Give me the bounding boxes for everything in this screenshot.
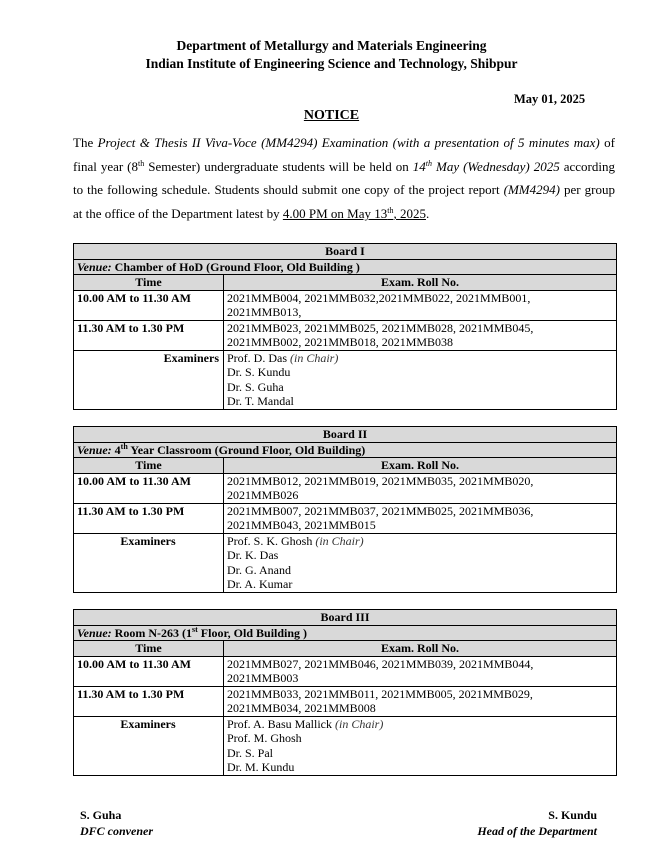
schedule-row [74, 503, 617, 533]
schedule-row [74, 686, 617, 716]
examiners-row [74, 533, 617, 592]
examiners-list: Prof. D. Das (in Chair) Dr. S. Kundu Dr. S. Guha Dr. T. Mandal [224, 350, 617, 409]
notice-paragraph: The Project & Thesis II Viva-Voce (MM4294) Examination (with a presentation of 5 minutes max) of final year (8th Semester) undergraduate students will be held on 14th May (Wednesday) 2025 according to the following schedule. Students should submit one copy of the project report (MM4294) per group at the office of the Department latest by 4.00 PM on May 13th, 2025. [73, 135, 615, 222]
board-table [73, 426, 617, 593]
signatory-title: DFC convener [80, 824, 153, 838]
board-venue: Venue: Room N-263 (1st Floor, Old Building ) [74, 625, 617, 641]
column-header-time: Time [74, 641, 224, 657]
board-venue: Venue: 4th Year Classroom (Ground Floor, Old Building) [74, 442, 617, 458]
examiners-label: Examiners [74, 350, 224, 409]
slot-rolls: 2021MMB012, 2021MMB019, 2021MMB035, 2021MMB020, 2021MMB026 [224, 473, 617, 503]
board-table [73, 609, 617, 776]
slot-rolls: 2021MMB027, 2021MMB046, 2021MMB039, 2021MMB044, 2021MMB003 [224, 656, 617, 686]
examiners-row [74, 716, 617, 775]
slot-time: 11.30 AM to 1.30 PM [74, 320, 224, 350]
examiners-list: Prof. S. K. Ghosh (in Chair) Dr. K. Das Dr. G. Anand Dr. A. Kumar [224, 533, 617, 592]
signature-right [477, 807, 597, 839]
column-header-roll: Exam. Roll No. [224, 641, 617, 657]
board-table [73, 243, 617, 410]
deadline: 4.00 PM on May 13th, 2025 [282, 206, 426, 222]
examiners-row [74, 350, 617, 409]
signatory-title: Head of the Department [477, 824, 597, 838]
signatory-name: S. Kundu [548, 808, 597, 822]
column-header-roll: Exam. Roll No. [224, 458, 617, 474]
notice-date: May 01, 2025 [514, 92, 586, 106]
board-venue: Venue: Chamber of HoD (Ground Floor, Old Building ) [74, 259, 617, 275]
column-header-roll: Exam. Roll No. [224, 275, 617, 291]
examiners-label: Examiners [74, 716, 224, 775]
column-header-time: Time [74, 458, 224, 474]
examiners-list: Prof. A. Basu Mallick (in Chair) Prof. M. Ghosh Dr. S. Pal Dr. M. Kundu [224, 716, 617, 775]
slot-rolls: 2021MMB007, 2021MMB037, 2021MMB025, 2021MMB036, 2021MMB043, 2021MMB015 [224, 503, 617, 533]
slot-time: 11.30 AM to 1.30 PM [74, 503, 224, 533]
slot-time: 10.00 AM to 11.30 AM [74, 473, 224, 503]
schedule-row [74, 473, 617, 503]
signature-left [80, 807, 153, 839]
slot-rolls: 2021MMB004, 2021MMB032,2021MMB022, 2021MMB001, 2021MMB013, [224, 290, 617, 320]
slot-rolls: 2021MMB033, 2021MMB011, 2021MMB005, 2021MMB029, 2021MMB034, 2021MMB008 [224, 686, 617, 716]
signatory-name: S. Guha [80, 808, 122, 822]
institute-name: Indian Institute of Engineering Science and Technology, Shibpur [145, 56, 518, 71]
board-title: Board I [74, 244, 617, 260]
schedule-row [74, 656, 617, 686]
examiners-label: Examiners [74, 533, 224, 592]
board-title: Board III [74, 610, 617, 626]
schedule-row [74, 320, 617, 350]
department-name: Department of Metallurgy and Materials Engineering [176, 38, 487, 53]
slot-time: 11.30 AM to 1.30 PM [74, 686, 224, 716]
slot-time: 10.00 AM to 11.30 AM [74, 656, 224, 686]
notice-title: NOTICE [303, 108, 360, 123]
slot-time: 10.00 AM to 11.30 AM [74, 290, 224, 320]
board-title: Board II [74, 427, 617, 443]
schedule-row [74, 290, 617, 320]
column-header-time: Time [74, 275, 224, 291]
slot-rolls: 2021MMB023, 2021MMB025, 2021MMB028, 2021MMB045, 2021MMB002, 2021MMB018, 2021MMB038 [224, 320, 617, 350]
